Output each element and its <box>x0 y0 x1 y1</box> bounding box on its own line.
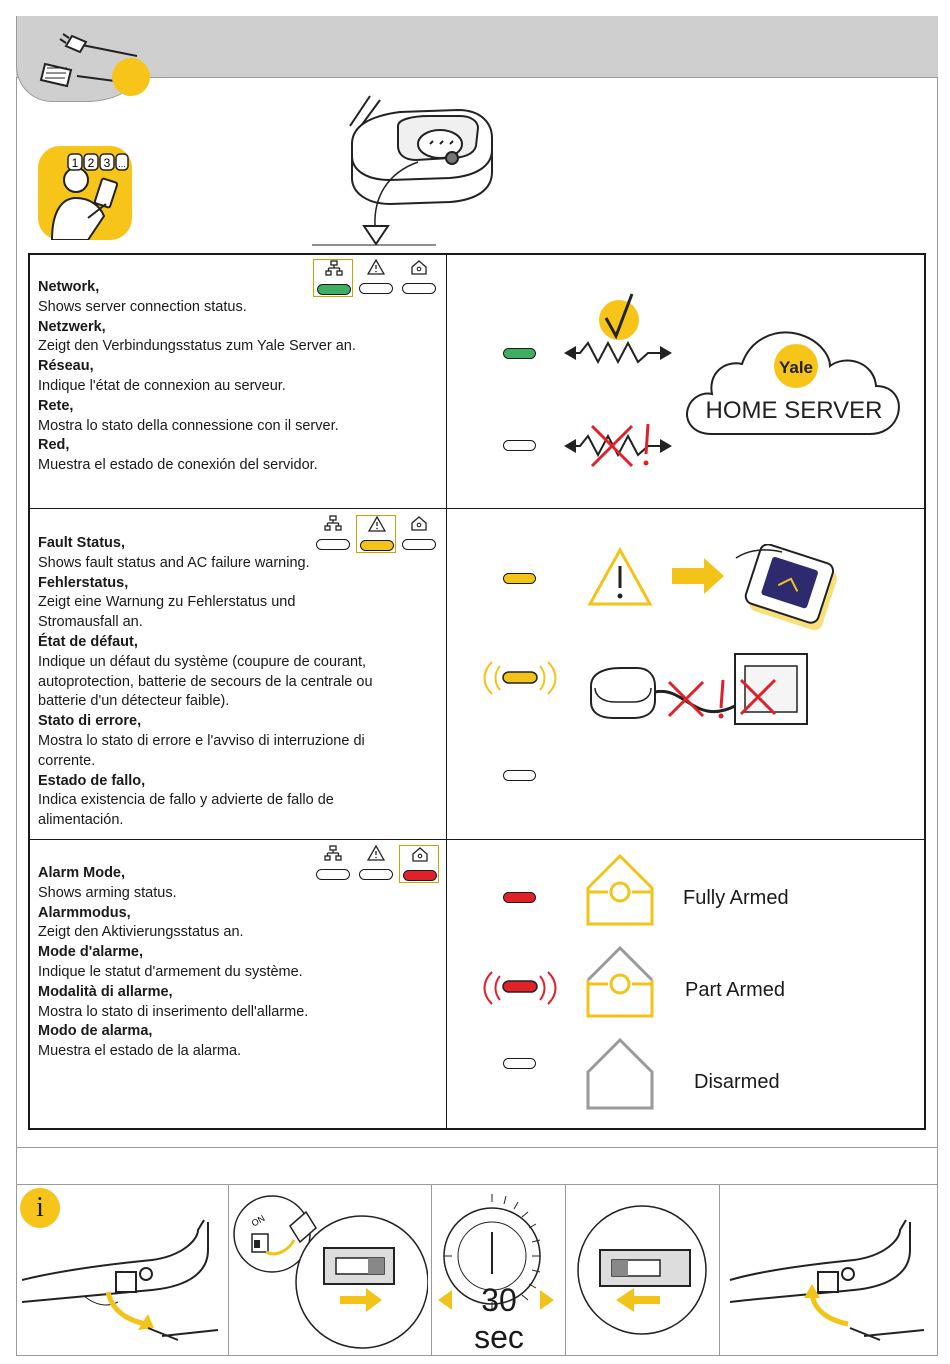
text-line: Estado de fallo, <box>38 772 146 789</box>
network-led <box>316 539 350 550</box>
alarm-led <box>402 539 436 550</box>
text-line: Rete, <box>38 397 74 414</box>
section-divider <box>16 1147 938 1148</box>
network-icon <box>314 260 354 281</box>
info-icon: i <box>20 1188 60 1228</box>
badge-digit: 2 <box>87 156 95 170</box>
ac-power-failure-illustration <box>585 646 815 732</box>
unplug-power-illustration <box>22 1210 222 1350</box>
text-line: Mode d'alarme, <box>38 944 143 961</box>
header-bar <box>16 16 938 78</box>
user-reading-icon <box>38 146 132 240</box>
hub-device-illustration <box>300 86 510 250</box>
connected-link-icon <box>560 288 676 368</box>
text-line: Indique l'état de connexion au serveur. <box>38 377 286 394</box>
yale-logo-text: Yale <box>778 358 814 377</box>
fully-armed-label: Fully Armed <box>683 887 789 909</box>
network-indicator-selected <box>313 259 353 297</box>
text-line: Indique le statut d'armement du système. <box>38 963 303 980</box>
text-line: Modo de alarma, <box>38 1023 153 1040</box>
text-line: Alarmmodus, <box>38 904 131 921</box>
switch-off-illustration <box>232 1188 428 1352</box>
alarm-led <box>403 870 437 881</box>
alarm-led <box>402 283 436 294</box>
network-description <box>38 278 356 476</box>
network-indicator <box>313 845 353 883</box>
text-line: Shows arming status. <box>38 884 177 901</box>
text-line: Indica existencia de fallo y advierte de fallo de <box>38 792 334 809</box>
led-red-on <box>503 892 536 903</box>
led-off <box>503 1058 536 1069</box>
disconnected-link-icon <box>560 418 676 472</box>
house-disarmed-icon <box>584 1036 656 1112</box>
fault-led <box>360 540 394 551</box>
home-server-cloud <box>682 322 904 442</box>
fault-indicator <box>356 845 396 883</box>
text-line: Fehlerstatus, <box>38 574 129 591</box>
warning-icon <box>356 845 396 866</box>
timer-label: 30 sec <box>474 1282 524 1355</box>
text-line: Netzwerk, <box>38 318 106 335</box>
part-armed-label: Part Armed <box>685 979 786 1001</box>
fault-warning-to-app-illustration <box>586 544 848 632</box>
home-server-label: HOME SERVER <box>705 397 883 424</box>
badge-digit: 1 <box>71 156 79 170</box>
text-line: Indique un défaut du système (coupure de courant, <box>38 653 367 670</box>
house-icon <box>399 259 439 280</box>
step-divider <box>719 1184 720 1356</box>
text-line: batterie d'un détecteur faible). <box>38 693 230 710</box>
switch-on-label: ON <box>249 1213 267 1229</box>
text-line: Stato di errore, <box>38 713 142 730</box>
led-yellow-on <box>503 573 536 584</box>
text-line: Muestra el estado de conexión del servidor. <box>38 457 318 474</box>
led-off <box>503 440 536 451</box>
text-line: Muestra el estado de la alarma. <box>38 1043 242 1060</box>
table-row-divider <box>28 839 926 840</box>
text-line: Mostra lo stato di inserimento dell'allarme. <box>38 1003 309 1020</box>
fault-led <box>359 869 393 880</box>
table-column-divider <box>446 253 447 1130</box>
step-divider <box>431 1184 432 1356</box>
house-fully-armed-icon <box>584 852 656 928</box>
text-line: Zeigt eine Warnung zu Fehlerstatus und <box>38 594 296 611</box>
network-indicator <box>313 515 353 553</box>
alarm-indicator <box>399 259 439 297</box>
text-line: Shows server connection status. <box>38 298 247 315</box>
text-line: Stromausfall an. <box>38 614 143 631</box>
network-icon <box>313 515 353 536</box>
text-line: État de défaut, <box>38 633 138 650</box>
fault-indicator-selected <box>356 515 396 553</box>
text-line: Modalità di allarme, <box>38 983 173 1000</box>
text-line: Mostra lo stato di errore e l'avviso di interruzione di <box>38 732 365 749</box>
plug-power-illustration <box>724 1210 934 1350</box>
section-marker-dot <box>112 58 150 96</box>
house-icon <box>400 846 440 867</box>
house-part-armed-icon <box>584 944 656 1020</box>
badge-digit: 3 <box>103 156 111 170</box>
step-divider <box>228 1184 229 1356</box>
badge-digit: ... <box>118 159 126 169</box>
led-yellow-flashing <box>478 656 562 698</box>
fault-indicator <box>356 259 396 297</box>
fault-led <box>359 283 393 294</box>
table-row-divider <box>28 508 926 509</box>
text-line: corrente. <box>38 752 96 769</box>
network-led <box>317 284 351 295</box>
fault-description <box>38 534 373 831</box>
text-line: Alarm Mode, <box>38 865 126 881</box>
text-line: alimentación. <box>38 812 124 829</box>
network-led <box>316 869 350 880</box>
text-line: autoprotection, batterie de secours de la centrale ou <box>38 673 373 690</box>
warning-icon <box>357 516 397 537</box>
text-line: Mostra lo stato della connessione con il server. <box>38 417 339 434</box>
alarm-indicator <box>399 515 439 553</box>
text-line: Fault Status, <box>38 535 126 551</box>
alarm-description <box>38 864 308 1062</box>
network-icon <box>313 845 353 866</box>
switch-on-illustration <box>570 1188 716 1352</box>
text-line: Zeigt den Aktivierungsstatus an. <box>38 924 244 941</box>
house-icon <box>399 515 439 536</box>
text-line: Réseau, <box>38 358 94 375</box>
text-line: Shows fault status and AC failure warning. <box>38 554 310 571</box>
led-red-flashing <box>478 966 562 1008</box>
alarm-indicator-selected <box>399 845 439 883</box>
step-divider <box>565 1184 566 1356</box>
text-line: Red, <box>38 437 70 454</box>
text-line: Zeigt den Verbindungsstatus zum Yale Server an. <box>38 338 356 355</box>
text-line: Network, <box>38 279 100 295</box>
led-green-on <box>503 348 536 359</box>
led-off <box>503 770 536 781</box>
warning-icon <box>356 259 396 280</box>
disarmed-label: Disarmed <box>694 1071 780 1093</box>
